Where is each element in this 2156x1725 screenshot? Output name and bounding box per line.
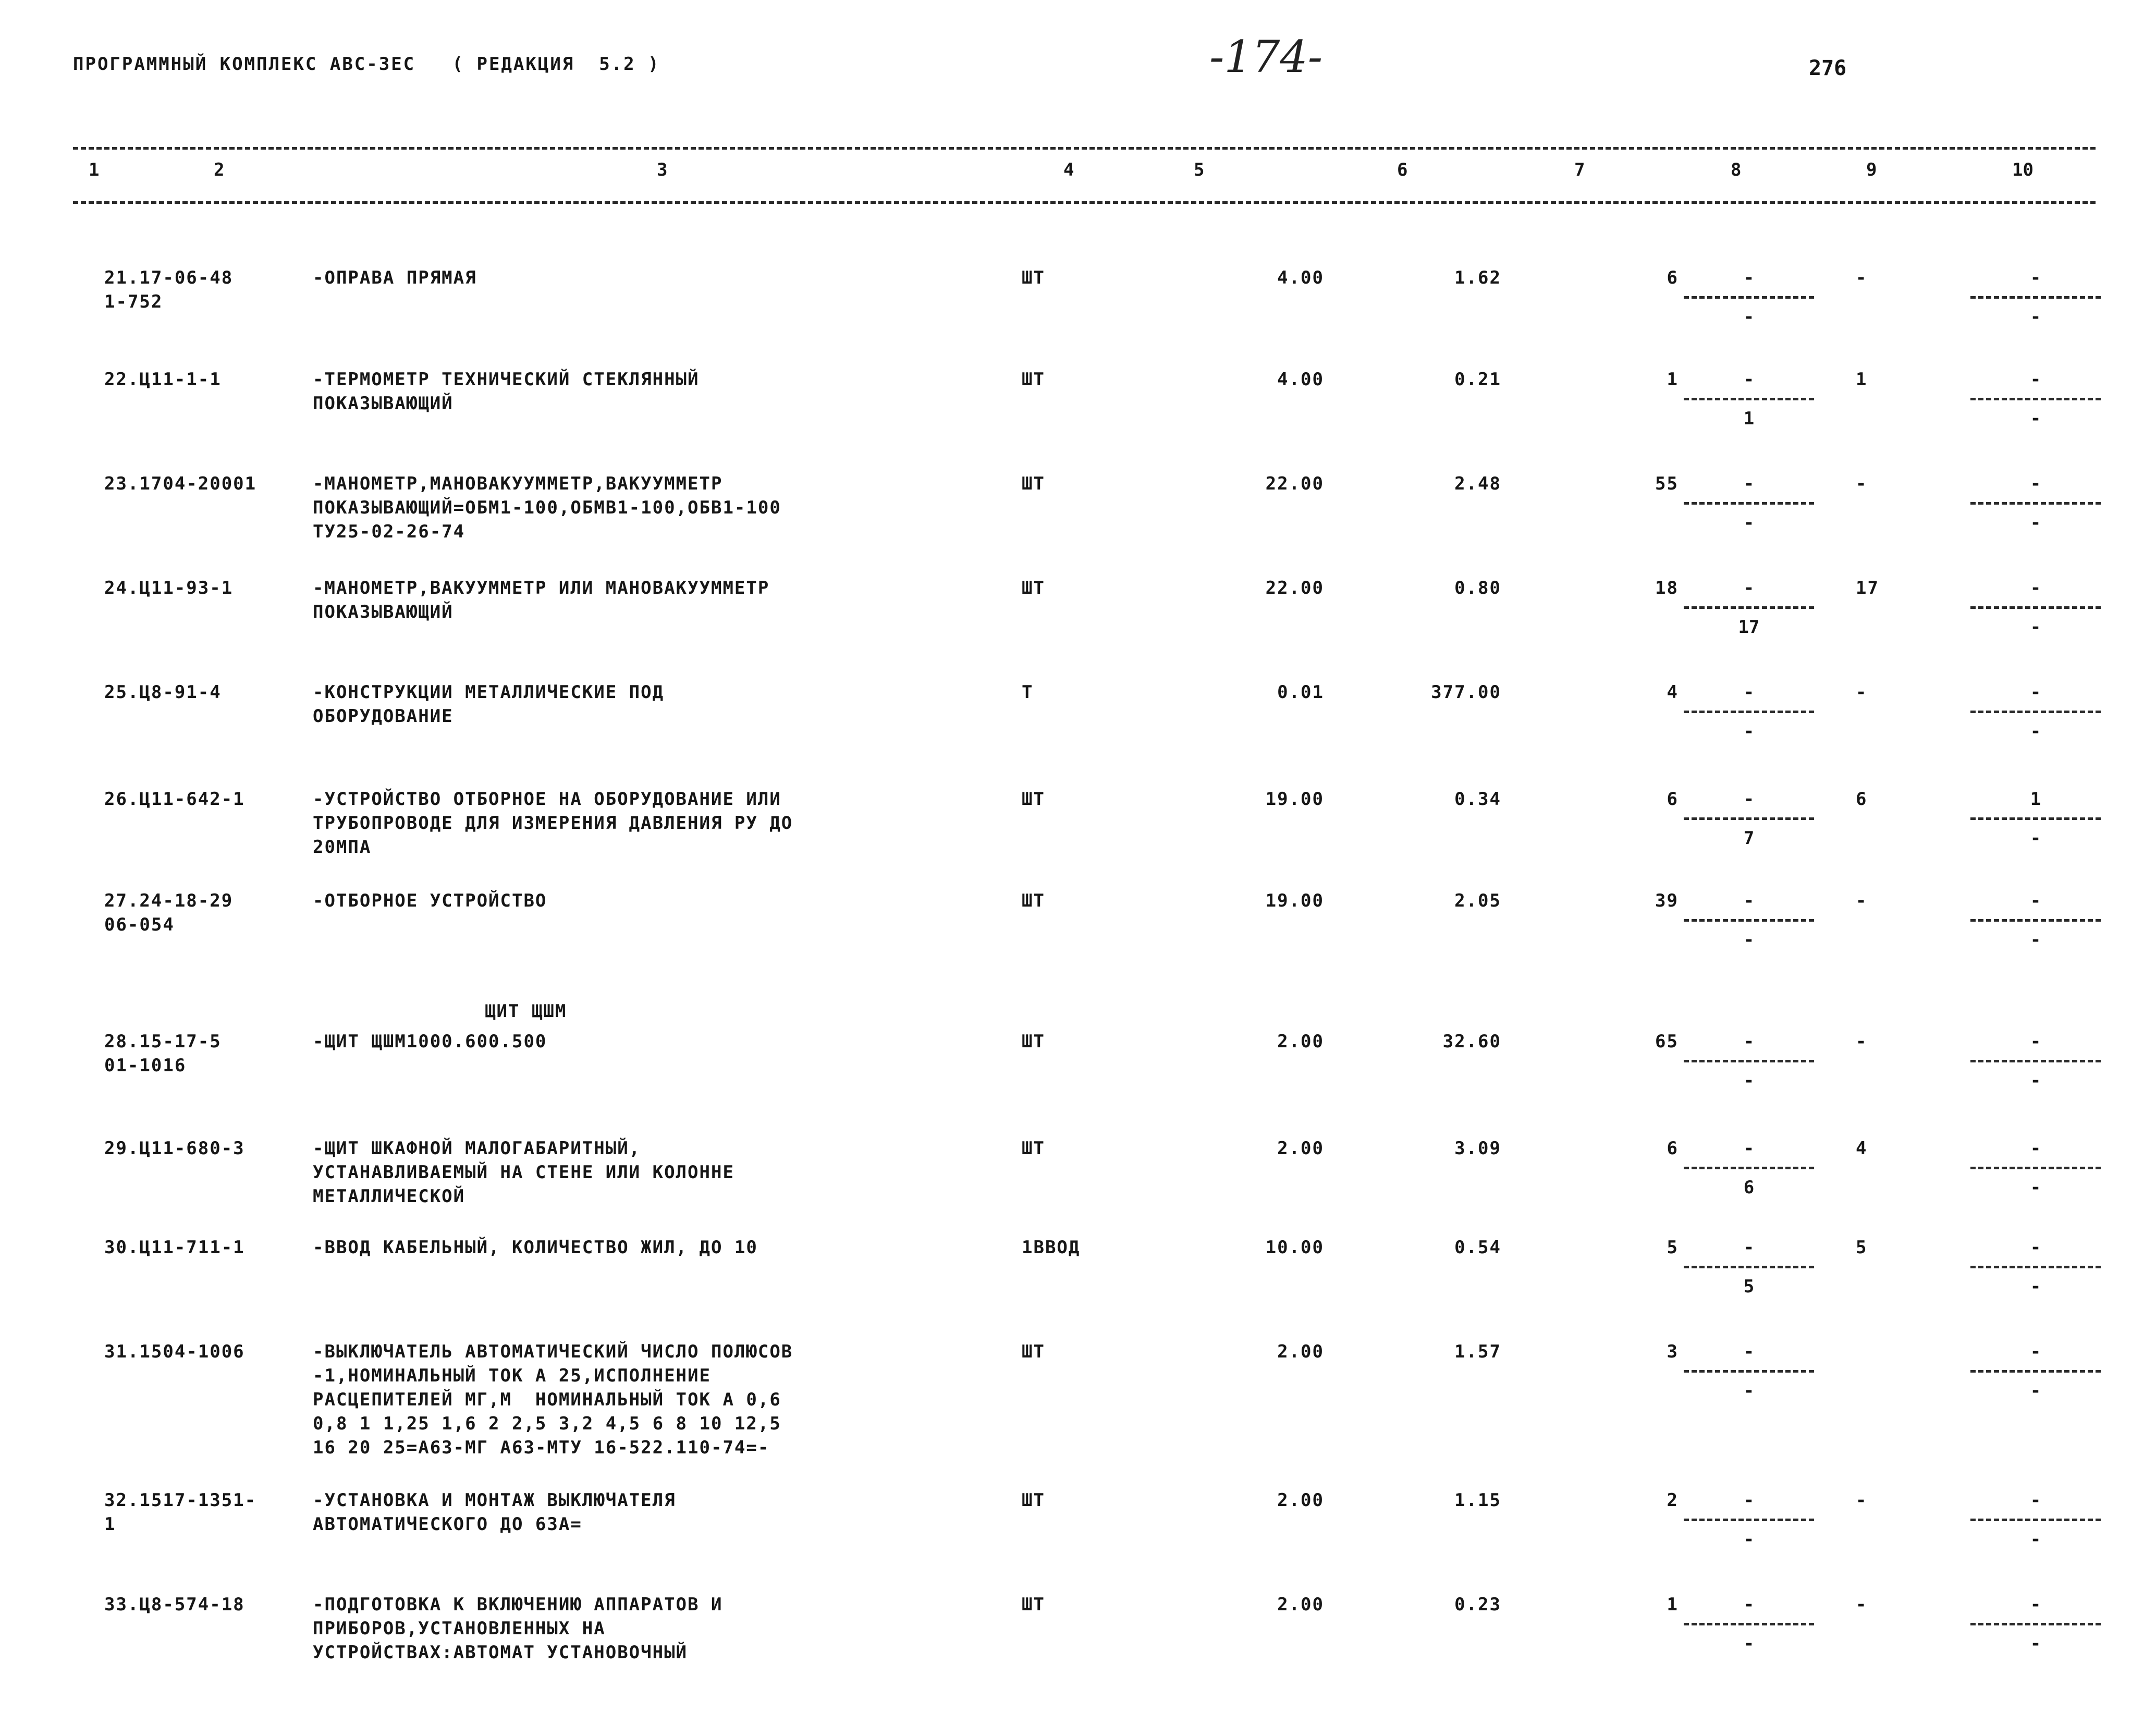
col-1: 1	[89, 160, 100, 180]
fraction-line	[1970, 711, 2101, 713]
row-name: -ЩИТ ШКАФНОЙ МАЛОГАБАРИТНЫЙ, УСТАНАВЛИВАЕМЫЙ НА СТЕНЕ ИЛИ КОЛОННЕ МЕТАЛЛИЧЕСКОЙ	[313, 1138, 734, 1207]
row-col7: 6	[1667, 1138, 1679, 1159]
row-price: 2.48	[1454, 473, 1501, 494]
handwritten-page-number: -174-	[1209, 31, 1323, 82]
row-col8-fraction	[1684, 1593, 1814, 1656]
header-rule-bottom	[73, 201, 2096, 204]
col10-bottom: -	[2030, 721, 2041, 742]
row-col10-fraction	[1970, 368, 2101, 431]
row-quantity: 0.01	[1277, 682, 1324, 703]
row-quantity: 10.00	[1265, 1237, 1324, 1258]
row-name: -МАНОМЕТР,МАНОВАКУУММЕТР,ВАКУУММЕТР ПОКАЗЫВАЮЩИЙ=ОБМ1-100,ОБМВ1-100,ОБВ1-100 ТУ25-02-26-74	[313, 473, 781, 542]
row-unit: 1ВВОД	[1022, 1237, 1081, 1258]
fraction-line	[1684, 1623, 1814, 1625]
row-quantity: 2.00	[1277, 1341, 1324, 1362]
row-col9: 5	[1856, 1237, 1868, 1258]
row-col10-fraction	[1970, 1593, 2101, 1656]
fraction-line	[1970, 296, 2101, 299]
row-col9: -	[1856, 890, 1868, 911]
row-name: -ОТБОРНОЕ УСТРОЙСТВО	[313, 890, 547, 911]
row-price: 0.23	[1454, 1594, 1501, 1615]
row-col9: 17	[1856, 578, 1879, 598]
col-9: 9	[1866, 160, 1877, 180]
row-col10-fraction	[1970, 472, 2101, 535]
row-col8-fraction	[1684, 889, 1814, 952]
row-price: 377.00	[1431, 682, 1501, 703]
row-price: 3.09	[1454, 1138, 1501, 1159]
col8-top: -	[1743, 1490, 1755, 1511]
row-col7: 2	[1667, 1490, 1679, 1511]
col8-top: -	[1743, 369, 1755, 390]
col10-top: -	[2030, 1594, 2041, 1615]
col8-top: -	[1743, 1594, 1755, 1615]
col8-top: -	[1743, 473, 1755, 494]
row-col8-fraction	[1684, 1030, 1814, 1093]
col10-bottom: -	[2030, 929, 2041, 950]
col10-bottom: -	[2030, 1070, 2041, 1091]
row-col10-fraction	[1970, 1235, 2101, 1299]
row-col9: -	[1856, 1031, 1868, 1052]
fraction-line	[1684, 1370, 1814, 1373]
col8-bottom: -	[1743, 1070, 1755, 1091]
row-col7: 1	[1667, 1594, 1679, 1615]
col10-bottom: -	[2030, 307, 2041, 327]
col10-top: -	[2030, 890, 2041, 911]
col10-top: -	[2030, 1237, 2041, 1258]
col10-bottom: -	[2030, 617, 2041, 638]
row-col8-fraction	[1684, 1340, 1814, 1403]
row-code: 26.Ц11-642-1	[104, 789, 245, 810]
col10-top: -	[2030, 1031, 2041, 1052]
row-col8-fraction	[1684, 368, 1814, 431]
fraction-line	[1684, 1266, 1814, 1268]
fraction-line	[1684, 711, 1814, 713]
row-unit: Т	[1022, 682, 1034, 703]
col10-top: -	[2030, 369, 2041, 390]
col8-bottom: -	[1743, 721, 1755, 742]
col8-top: -	[1743, 267, 1755, 288]
row-col8-fraction	[1684, 1235, 1814, 1299]
row-quantity: 2.00	[1277, 1138, 1324, 1159]
row-col7: 55	[1655, 473, 1679, 494]
row-col7: 3	[1667, 1341, 1679, 1362]
col10-top: 1	[2030, 789, 2041, 810]
col8-top: -	[1743, 1031, 1755, 1052]
fraction-line	[1970, 1519, 2101, 1521]
row-unit: ШТ	[1022, 789, 1045, 810]
row-code: 25.Ц8-91-4	[104, 682, 222, 703]
col10-bottom: -	[2030, 1529, 2041, 1550]
row-quantity: 4.00	[1277, 369, 1324, 390]
fraction-line	[1970, 1266, 2101, 1268]
row-col8-fraction	[1684, 1488, 1814, 1551]
col-6: 6	[1397, 160, 1408, 180]
row-col8-fraction	[1684, 787, 1814, 850]
row-quantity: 4.00	[1277, 267, 1324, 288]
row-code: 29.Ц11-680-3	[104, 1138, 245, 1159]
page-number: 276	[1809, 56, 1847, 80]
row-name: -УСТРОЙСТВО ОТБОРНОЕ НА ОБОРУДОВАНИЕ ИЛИ ТРУБОПРОВОДЕ ДЛЯ ИЗМЕРЕНИЯ ДАВЛЕНИЯ РУ ДО 20МПА	[313, 789, 793, 858]
col8-top: -	[1743, 1138, 1755, 1159]
col-3: 3	[657, 160, 668, 180]
row-col8-fraction	[1684, 576, 1814, 639]
row-col9: -	[1856, 1594, 1868, 1615]
row-unit: ШТ	[1022, 890, 1045, 911]
col8-bottom: -	[1743, 307, 1755, 327]
row-price: 2.05	[1454, 890, 1501, 911]
fraction-line	[1970, 606, 2101, 609]
row-col10-fraction	[1970, 1488, 2101, 1551]
row-code: 23.1704-20001	[104, 473, 257, 494]
col-5: 5	[1194, 160, 1205, 180]
row-code: 27.24-18-29 06-054	[104, 890, 234, 935]
row-col7: 6	[1667, 267, 1679, 288]
row-col10-fraction	[1970, 889, 2101, 952]
fraction-line	[1970, 398, 2101, 400]
fraction-line	[1684, 1167, 1814, 1169]
row-code: 32.1517-1351- 1	[104, 1490, 257, 1535]
fraction-line	[1684, 817, 1814, 820]
col8-bottom: 1	[1743, 408, 1755, 429]
row-quantity: 2.00	[1277, 1594, 1324, 1615]
col10-top: -	[2030, 1490, 2041, 1511]
row-unit: ШТ	[1022, 473, 1045, 494]
row-col7: 6	[1667, 789, 1679, 810]
row-name: -ТЕРМОМЕТР ТЕХНИЧЕСКИЙ СТЕКЛЯННЫЙ ПОКАЗЫВАЮЩИЙ	[313, 369, 700, 414]
col-8: 8	[1731, 160, 1742, 180]
row-col10-fraction	[1970, 576, 2101, 639]
col-2: 2	[214, 160, 225, 180]
fraction-line	[1970, 919, 2101, 922]
row-code: 22.Ц11-1-1	[104, 369, 222, 390]
row-code: 33.Ц8-574-18	[104, 1594, 245, 1615]
row-unit: ШТ	[1022, 1594, 1045, 1615]
row-col8-fraction	[1684, 680, 1814, 743]
row-col7: 5	[1667, 1237, 1679, 1258]
col8-top: -	[1743, 1341, 1755, 1362]
row-col9: -	[1856, 267, 1868, 288]
row-unit: ШТ	[1022, 578, 1045, 598]
row-quantity: 22.00	[1265, 578, 1324, 598]
fraction-line	[1970, 817, 2101, 820]
fraction-line	[1970, 502, 2101, 505]
col10-bottom: -	[2030, 1380, 2041, 1401]
row-unit: ШТ	[1022, 1341, 1045, 1362]
row-col10-fraction	[1970, 266, 2101, 329]
row-col7: 39	[1655, 890, 1679, 911]
col10-top: -	[2030, 1341, 2041, 1362]
col10-top: -	[2030, 267, 2041, 288]
col8-bottom: 7	[1743, 828, 1755, 849]
row-col10-fraction	[1970, 680, 2101, 743]
row-price: 0.54	[1454, 1237, 1501, 1258]
col8-bottom: 17	[1738, 617, 1760, 638]
row-unit: ШТ	[1022, 1490, 1045, 1511]
row-name: -ЩИТ ЩШМ1000.600.500	[313, 1031, 547, 1052]
row-col7: 18	[1655, 578, 1679, 598]
col8-bottom: -	[1743, 1380, 1755, 1401]
row-col9: -	[1856, 1490, 1868, 1511]
row-col8-fraction	[1684, 472, 1814, 535]
row-col10-fraction	[1970, 1136, 2101, 1200]
fraction-line	[1684, 1060, 1814, 1062]
row-quantity: 19.00	[1265, 890, 1324, 911]
row-code: 21.17-06-48 1-752	[104, 267, 234, 312]
row-quantity: 22.00	[1265, 473, 1324, 494]
row-price: 1.57	[1454, 1341, 1501, 1362]
row-col9: 4	[1856, 1138, 1868, 1159]
fraction-line	[1970, 1167, 2101, 1169]
fraction-line	[1684, 398, 1814, 400]
row-name: -ВЫКЛЮЧАТЕЛЬ АВТОМАТИЧЕСКИЙ ЧИСЛО ПОЛЮСОВ -1,НОМИНАЛЬНЫЙ ТОК А 25,ИСПОЛНЕНИЕ РАСЦЕПИТЕЛЕЙ МГ,М НОМИНАЛЬНЫЙ ТОК А 0,6 0,8 1 1,25 1,6 2 2,5 3,2 4,5 6 8 10 12,5 16 20 25=А63-МГ А63-МТУ 16-522.110-74=-	[313, 1341, 793, 1458]
fraction-line	[1684, 919, 1814, 922]
col8-bottom: 6	[1743, 1177, 1755, 1198]
col10-bottom: -	[2030, 1177, 2041, 1198]
row-quantity: 19.00	[1265, 789, 1324, 810]
row-price: 1.62	[1454, 267, 1501, 288]
row-code: 24.Ц11-93-1	[104, 578, 234, 598]
row-name: -ОПРАВА ПРЯМАЯ	[313, 267, 477, 288]
col8-bottom: -	[1743, 512, 1755, 533]
row-unit: ШТ	[1022, 1138, 1045, 1159]
row-col8-fraction	[1684, 1136, 1814, 1200]
row-name: -МАНОМЕТР,ВАКУУММЕТР ИЛИ МАНОВАКУУММЕТР ПОКАЗЫВАЮЩИЙ	[313, 578, 770, 622]
row-quantity: 2.00	[1277, 1490, 1324, 1511]
row-col9: -	[1856, 473, 1868, 494]
col8-bottom: 5	[1743, 1276, 1755, 1297]
fraction-line	[1684, 1519, 1814, 1521]
row-quantity: 2.00	[1277, 1031, 1324, 1052]
col8-top: -	[1743, 578, 1755, 598]
row-code: 28.15-17-5 01-1016	[104, 1031, 222, 1076]
row-unit: ШТ	[1022, 267, 1045, 288]
header-rule-top	[73, 147, 2096, 150]
fraction-line	[1970, 1623, 2101, 1625]
row-code: 31.1504-1006	[104, 1341, 245, 1362]
row-unit: ШТ	[1022, 369, 1045, 390]
fraction-line	[1684, 502, 1814, 505]
col10-bottom: -	[2030, 408, 2041, 429]
program-title: ПРОГРАММНЫЙ КОМПЛЕКС АВС-ЗЕС ( РЕДАКЦИЯ 5.2 )	[73, 54, 660, 75]
col8-top: -	[1743, 1237, 1755, 1258]
col10-bottom: -	[2030, 512, 2041, 533]
row-col7: 1	[1667, 369, 1679, 390]
row-price: 0.21	[1454, 369, 1501, 390]
row-note: ЩИТ ЩШМ	[485, 1001, 567, 1022]
fraction-line	[1684, 606, 1814, 609]
row-name: -ПОДГОТОВКА К ВКЛЮЧЕНИЮ АППАРАТОВ И ПРИБОРОВ,УСТАНОВЛЕННЫХ НА УСТРОЙСТВАХ:АВТОМАТ УСТАНОВОЧНЫЙ	[313, 1594, 723, 1663]
row-name: -КОНСТРУКЦИИ МЕТАЛЛИЧЕСКИЕ ПОД ОБОРУДОВАНИЕ	[313, 682, 665, 727]
fraction-line	[1970, 1370, 2101, 1373]
row-col9: -	[1856, 682, 1868, 703]
row-col10-fraction	[1970, 1030, 2101, 1093]
row-unit: ШТ	[1022, 1031, 1045, 1052]
row-col7: 4	[1667, 682, 1679, 703]
col8-bottom: -	[1743, 929, 1755, 950]
row-col7: 65	[1655, 1031, 1679, 1052]
col8-top: -	[1743, 890, 1755, 911]
col-4: 4	[1063, 160, 1074, 180]
row-price: 1.15	[1454, 1490, 1501, 1511]
col10-bottom: -	[2030, 1633, 2041, 1654]
col-10: 10	[2012, 160, 2034, 180]
col8-top: -	[1743, 789, 1755, 810]
col10-bottom: -	[2030, 828, 2041, 849]
row-price: 32.60	[1442, 1031, 1501, 1052]
col8-bottom: -	[1743, 1529, 1755, 1550]
col-7: 7	[1574, 160, 1585, 180]
col8-bottom: -	[1743, 1633, 1755, 1654]
row-col9: 1	[1856, 369, 1868, 390]
row-name: -УСТАНОВКА И МОНТАЖ ВЫКЛЮЧАТЕЛЯ АВТОМАТИЧЕСКОГО ДО 63А=	[313, 1490, 676, 1535]
col10-top: -	[2030, 1138, 2041, 1159]
row-col8-fraction	[1684, 266, 1814, 329]
fraction-line	[1970, 1060, 2101, 1062]
col8-top: -	[1743, 682, 1755, 703]
row-code: 30.Ц11-711-1	[104, 1237, 245, 1258]
row-price: 0.34	[1454, 789, 1501, 810]
row-col10-fraction	[1970, 1340, 2101, 1403]
row-price: 0.80	[1454, 578, 1501, 598]
col10-top: -	[2030, 578, 2041, 598]
col10-top: -	[2030, 682, 2041, 703]
row-name: -ВВОД КАБЕЛЬНЫЙ, КОЛИЧЕСТВО ЖИЛ, ДО 10	[313, 1237, 758, 1258]
row-col9: 6	[1856, 789, 1868, 810]
row-col10-fraction	[1970, 787, 2101, 850]
fraction-line	[1684, 296, 1814, 299]
col10-top: -	[2030, 473, 2041, 494]
col10-bottom: -	[2030, 1276, 2041, 1297]
